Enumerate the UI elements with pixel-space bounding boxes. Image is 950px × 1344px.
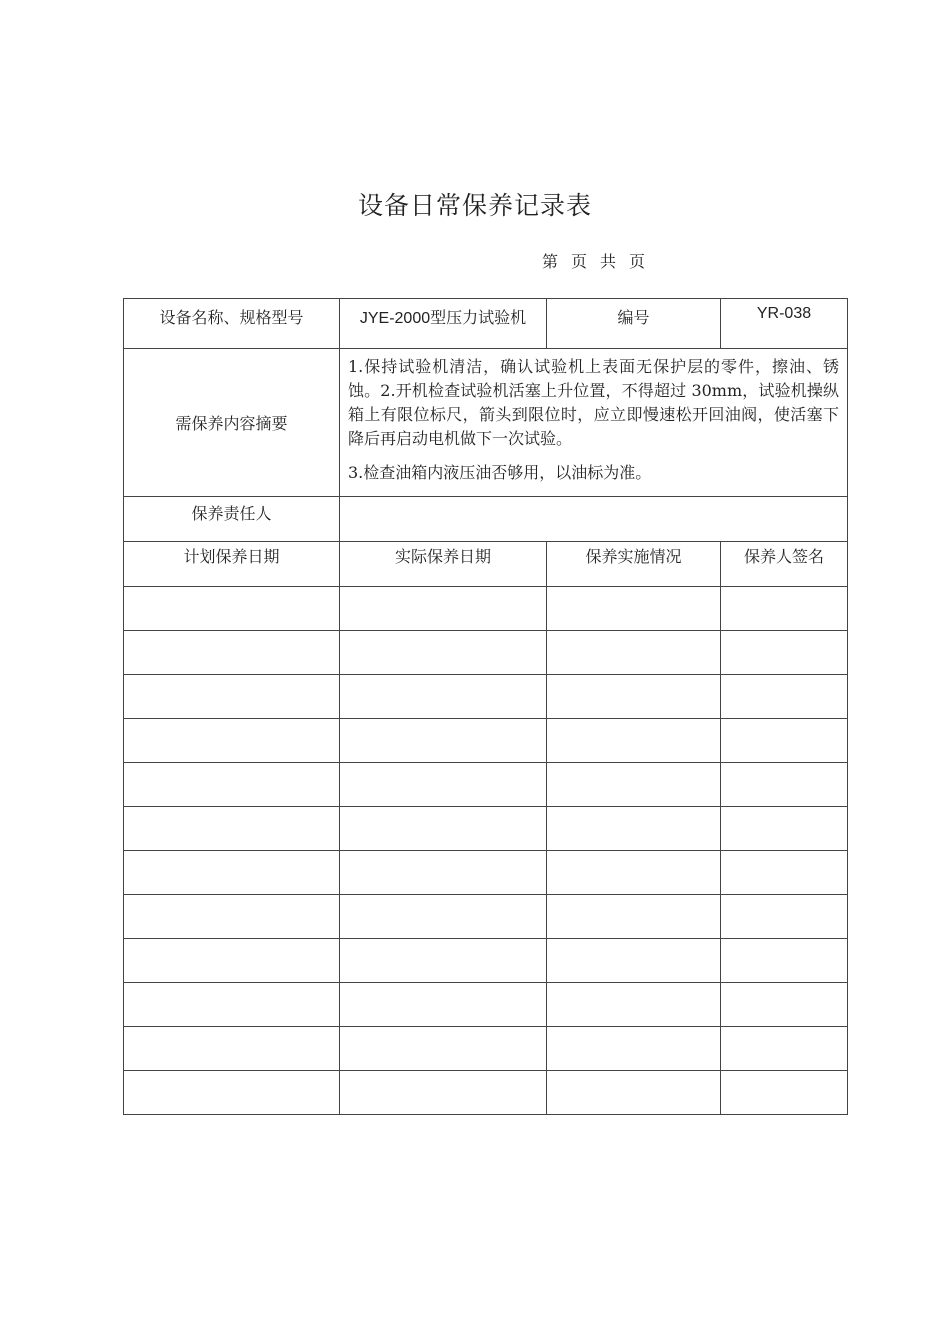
record-cell[interactable] (547, 675, 721, 719)
maintenance-content-cell[interactable] (340, 349, 848, 497)
record-cell[interactable] (340, 895, 547, 939)
table-row (124, 895, 848, 939)
record-cell[interactable] (340, 675, 547, 719)
table-row (124, 675, 848, 719)
maintenance-paragraph-1: 1.保持试验机清洁，确认试验机上表面无保护层的零件，擦油、锈蚀。2.开机检查试验机活塞上升位置，不得超过 30mm，试验机操纵箱上有限位标尺，箭头到限位时，应立即慢速松开回油阀，使活塞下降后再启动电机做下一次试验。 (348, 357, 839, 448)
maintenance-paragraph-2: 3.检查油箱内液压油否够用，以油标为准。 (348, 463, 652, 482)
column-header-actual-date: 实际保养日期 (394, 547, 491, 566)
record-cell[interactable] (547, 983, 721, 1027)
responsible-label-cell (124, 497, 340, 542)
table-row (124, 983, 848, 1027)
table-row (124, 807, 848, 851)
record-cell[interactable] (721, 807, 848, 851)
record-cell[interactable] (721, 675, 848, 719)
record-cell[interactable] (721, 587, 848, 631)
column-header (340, 542, 547, 587)
equipment-number-value-cell[interactable] (721, 299, 848, 349)
maintenance-content-row (124, 349, 848, 497)
record-cell[interactable] (547, 895, 721, 939)
maintenance-label-cell (124, 349, 340, 497)
equipment-number-label-cell (547, 299, 721, 349)
record-cell[interactable] (721, 763, 848, 807)
responsible-value (340, 497, 847, 501)
maintenance-content (340, 349, 847, 485)
record-cell[interactable] (547, 587, 721, 631)
record-cell[interactable] (721, 939, 848, 983)
responsible-value-cell[interactable] (340, 497, 848, 542)
record-cell[interactable] (124, 675, 340, 719)
record-cell[interactable] (547, 1071, 721, 1115)
record-cell[interactable] (547, 939, 721, 983)
record-cell[interactable] (547, 1027, 721, 1071)
record-cell[interactable] (547, 631, 721, 675)
column-header-row (124, 542, 848, 587)
record-cell[interactable] (721, 631, 848, 675)
table-row (124, 631, 848, 675)
column-header-status: 保养实施情况 (585, 547, 682, 566)
table-row (124, 587, 848, 631)
table-row (124, 763, 848, 807)
record-cell[interactable] (340, 1027, 547, 1071)
record-cell[interactable] (124, 895, 340, 939)
column-header (124, 542, 340, 587)
equipment-name-label: 设备名称、规格型号 (159, 308, 304, 327)
responsible-label: 保养责任人 (191, 504, 272, 523)
maintenance-label: 需保养内容摘要 (175, 414, 288, 433)
record-cell[interactable] (124, 631, 340, 675)
page-unit-label: 页 (571, 252, 589, 271)
record-cell[interactable] (340, 631, 547, 675)
record-cell[interactable] (340, 719, 547, 763)
column-header (721, 542, 848, 587)
record-cell[interactable] (124, 851, 340, 895)
record-cell[interactable] (124, 983, 340, 1027)
responsible-row (124, 497, 848, 542)
record-cell[interactable] (124, 587, 340, 631)
table-row (124, 1027, 848, 1071)
record-cell[interactable] (340, 587, 547, 631)
column-header-planned-date: 计划保养日期 (183, 547, 280, 566)
record-cell[interactable] (547, 719, 721, 763)
total-unit-label: 页 (629, 252, 647, 271)
record-cell[interactable] (340, 939, 547, 983)
table-row (124, 719, 848, 763)
table-row (124, 1071, 848, 1115)
record-cell[interactable] (124, 939, 340, 983)
record-cell[interactable] (124, 763, 340, 807)
equipment-info-row (124, 299, 848, 349)
equipment-name-value-cell[interactable] (340, 299, 547, 349)
record-cell[interactable] (340, 983, 547, 1027)
record-cell[interactable] (721, 851, 848, 895)
maintenance-record-table (123, 298, 848, 1115)
column-header-signature: 保养人签名 (743, 547, 824, 566)
record-cell[interactable] (340, 851, 547, 895)
record-cell[interactable] (547, 763, 721, 807)
equipment-number-value: YR-038 (756, 305, 812, 322)
equipment-name-value: JYE-2000型压力试验机 (359, 310, 527, 327)
record-cell[interactable] (547, 851, 721, 895)
record-cell[interactable] (124, 1071, 340, 1115)
table-row (124, 851, 848, 895)
record-cell[interactable] (340, 1071, 547, 1115)
equipment-name-label-cell (124, 299, 340, 349)
record-cell[interactable] (721, 983, 848, 1027)
record-cell[interactable] (124, 807, 340, 851)
page-label: 第 (542, 252, 560, 271)
record-cell[interactable] (340, 807, 547, 851)
record-cell[interactable] (340, 763, 547, 807)
page-info (542, 249, 658, 272)
record-cell[interactable] (721, 1027, 848, 1071)
record-cell[interactable] (124, 1027, 340, 1071)
record-cell[interactable] (547, 807, 721, 851)
record-rows (124, 587, 848, 1115)
column-header (547, 542, 721, 587)
record-cell[interactable] (721, 895, 848, 939)
table-row (124, 939, 848, 983)
document-title: 设备日常保养记录表 (357, 191, 592, 220)
total-label: 共 (600, 252, 618, 271)
record-cell[interactable] (721, 1071, 848, 1115)
equipment-number-label: 编号 (617, 308, 650, 327)
record-cell[interactable] (721, 719, 848, 763)
record-cell[interactable] (124, 719, 340, 763)
